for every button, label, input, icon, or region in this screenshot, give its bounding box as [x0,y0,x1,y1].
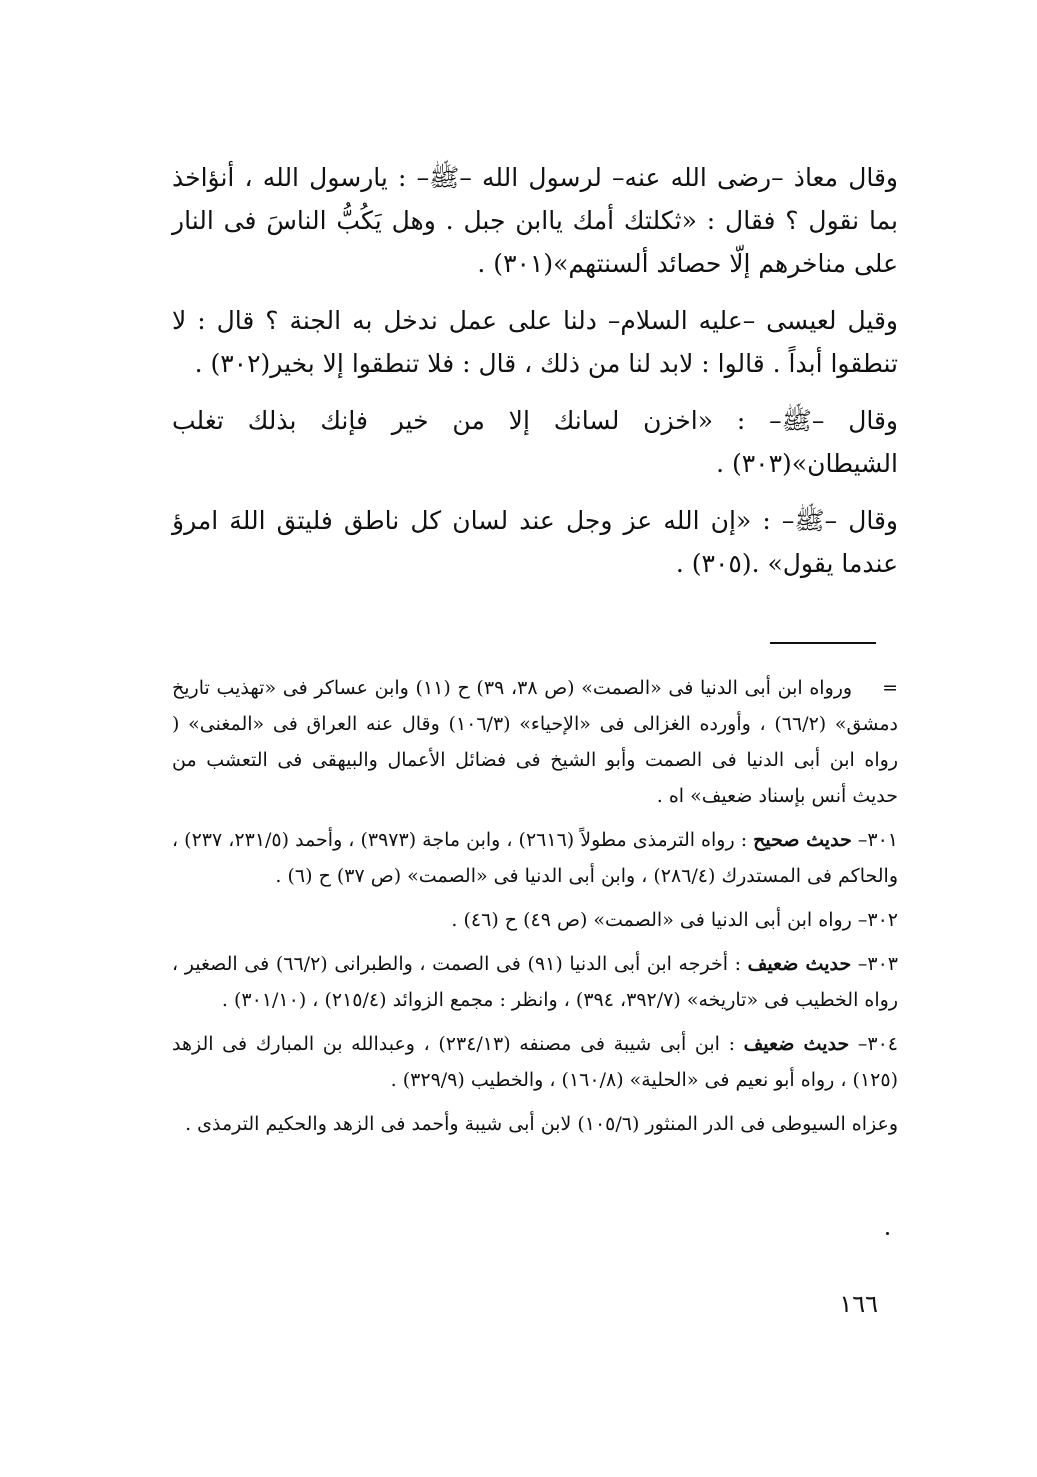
footnote-301 [172,822,898,894]
main-paragraph: وقال –ﷺ– : «اخزن لسانك إلا من خير فإنك بذلك تغلب الشيطان»(٣٠٣) . [172,406,898,478]
footnote-number: ٣٠٤– [857,1033,898,1055]
main-paragraph: وقال معاذ –رضى الله عنه– لرسول الله –ﷺ– : يارسول الله ، أنؤاخذ بما نقول ؟ فقال : «ثكلتك أمك ياابن جبل . وهل يَكُبُّ الناسَ فى النار على مناخرهم إلّا حصائد ألسنتهم»(٣٠١) . [172,163,898,278]
hadith-grade: حديث ضعيف [743,1033,850,1055]
footnote-number: ٣٠١– [857,829,898,851]
footnote-303 [172,946,898,1018]
ink-speck [886,1232,889,1235]
footnote-separator [770,642,876,644]
footnote-number: ٣٠٢– [857,909,898,931]
footnote-text: : رواه الترمذى مطولاً (٢٦١٦) ، وابن ماجة (٣٩٧٣) ، وأحمد (٢٣١/٥، ٢٣٧) ، والحاكم فى المستدرك (٢٨٦/٤) ، وابن أبى الدنيا فى «الصمت» (ص ٣٧) ح (٦) . [172,829,898,887]
footnotes [172,670,898,1150]
footnote-continuation: = ورواه ابن أبى الدنيا فى «الصمت» (ص ٣٨، ٣٩) ح (١١) وابن عساكر فى «تهذيب تاريخ دمشق» (٦٦/٢) ، وأورده الغزالى فى «الإحياء» (١٠٦/٣) وقال عنه العراق فى «المغنى» ( رواه ابن أبى الدنيا فى الصمت وأبو الشيخ فى فضائل الأعمال والبيهقى فى التعشب من حديث أنس بإسناد ضعيف» اه . [172,670,898,814]
footnote-text: : ابن أبى شيبة فى مصنفه (٢٣٤/١٣) ، وعبدالله بن المبارك فى الزهد (١٢٥) ، رواه أبو نعيم فى «الحلية» (١٦٠/٨) ، والخطيب (٣٢٩/٩) . [172,1033,898,1091]
footnote-text: رواه ابن أبى الدنيا فى «الصمت» (ص ٤٩) ح (٤٦) . [451,909,852,931]
main-paragraph: وقال –ﷺ– : «إن الله عز وجل عند لسان كل ناطق فليتق اللهَ امرؤ عندما يقول» .(٣٠٥) . [172,506,898,578]
footnote-302 [172,902,898,938]
footnote-tail: وعزاه السيوطى فى الدر المنثور (١٠٥/٦) لابن أبى شيبة وأحمد فى الزهد والحكيم الترمذى . [185,1113,898,1135]
footnote-number: ٣٠٣– [857,953,898,975]
main-text [172,156,898,599]
footnote-text: : أخرجه ابن أبى الدنيا (٩١) فى الصمت ، والطبرانى (٦٦/٢) فى الصغير ، رواه الخطيب فى «تاريخه» (٣٩٢/٧، ٣٩٤) ، وانظر : مجمع الزوائد (٢١٥/٤) ، (٣٠١/١٠) . [172,953,898,1011]
main-paragraph: وقيل لعيسى –عليه السلام– دلنا على عمل ندخل به الجنة ؟ قال : لا تنطقوا أبداً . قالوا : لابد لنا من ذلك ، قال : فلا تنطقوا إلا بخير(٣٠٢) . [172,306,898,378]
hadith-grade: حديث ضعيف [747,953,852,975]
page-number: ١٦٦ [839,1290,878,1318]
hadith-grade: حديث صحيح [753,829,852,851]
footnote-304 [172,1026,898,1098]
